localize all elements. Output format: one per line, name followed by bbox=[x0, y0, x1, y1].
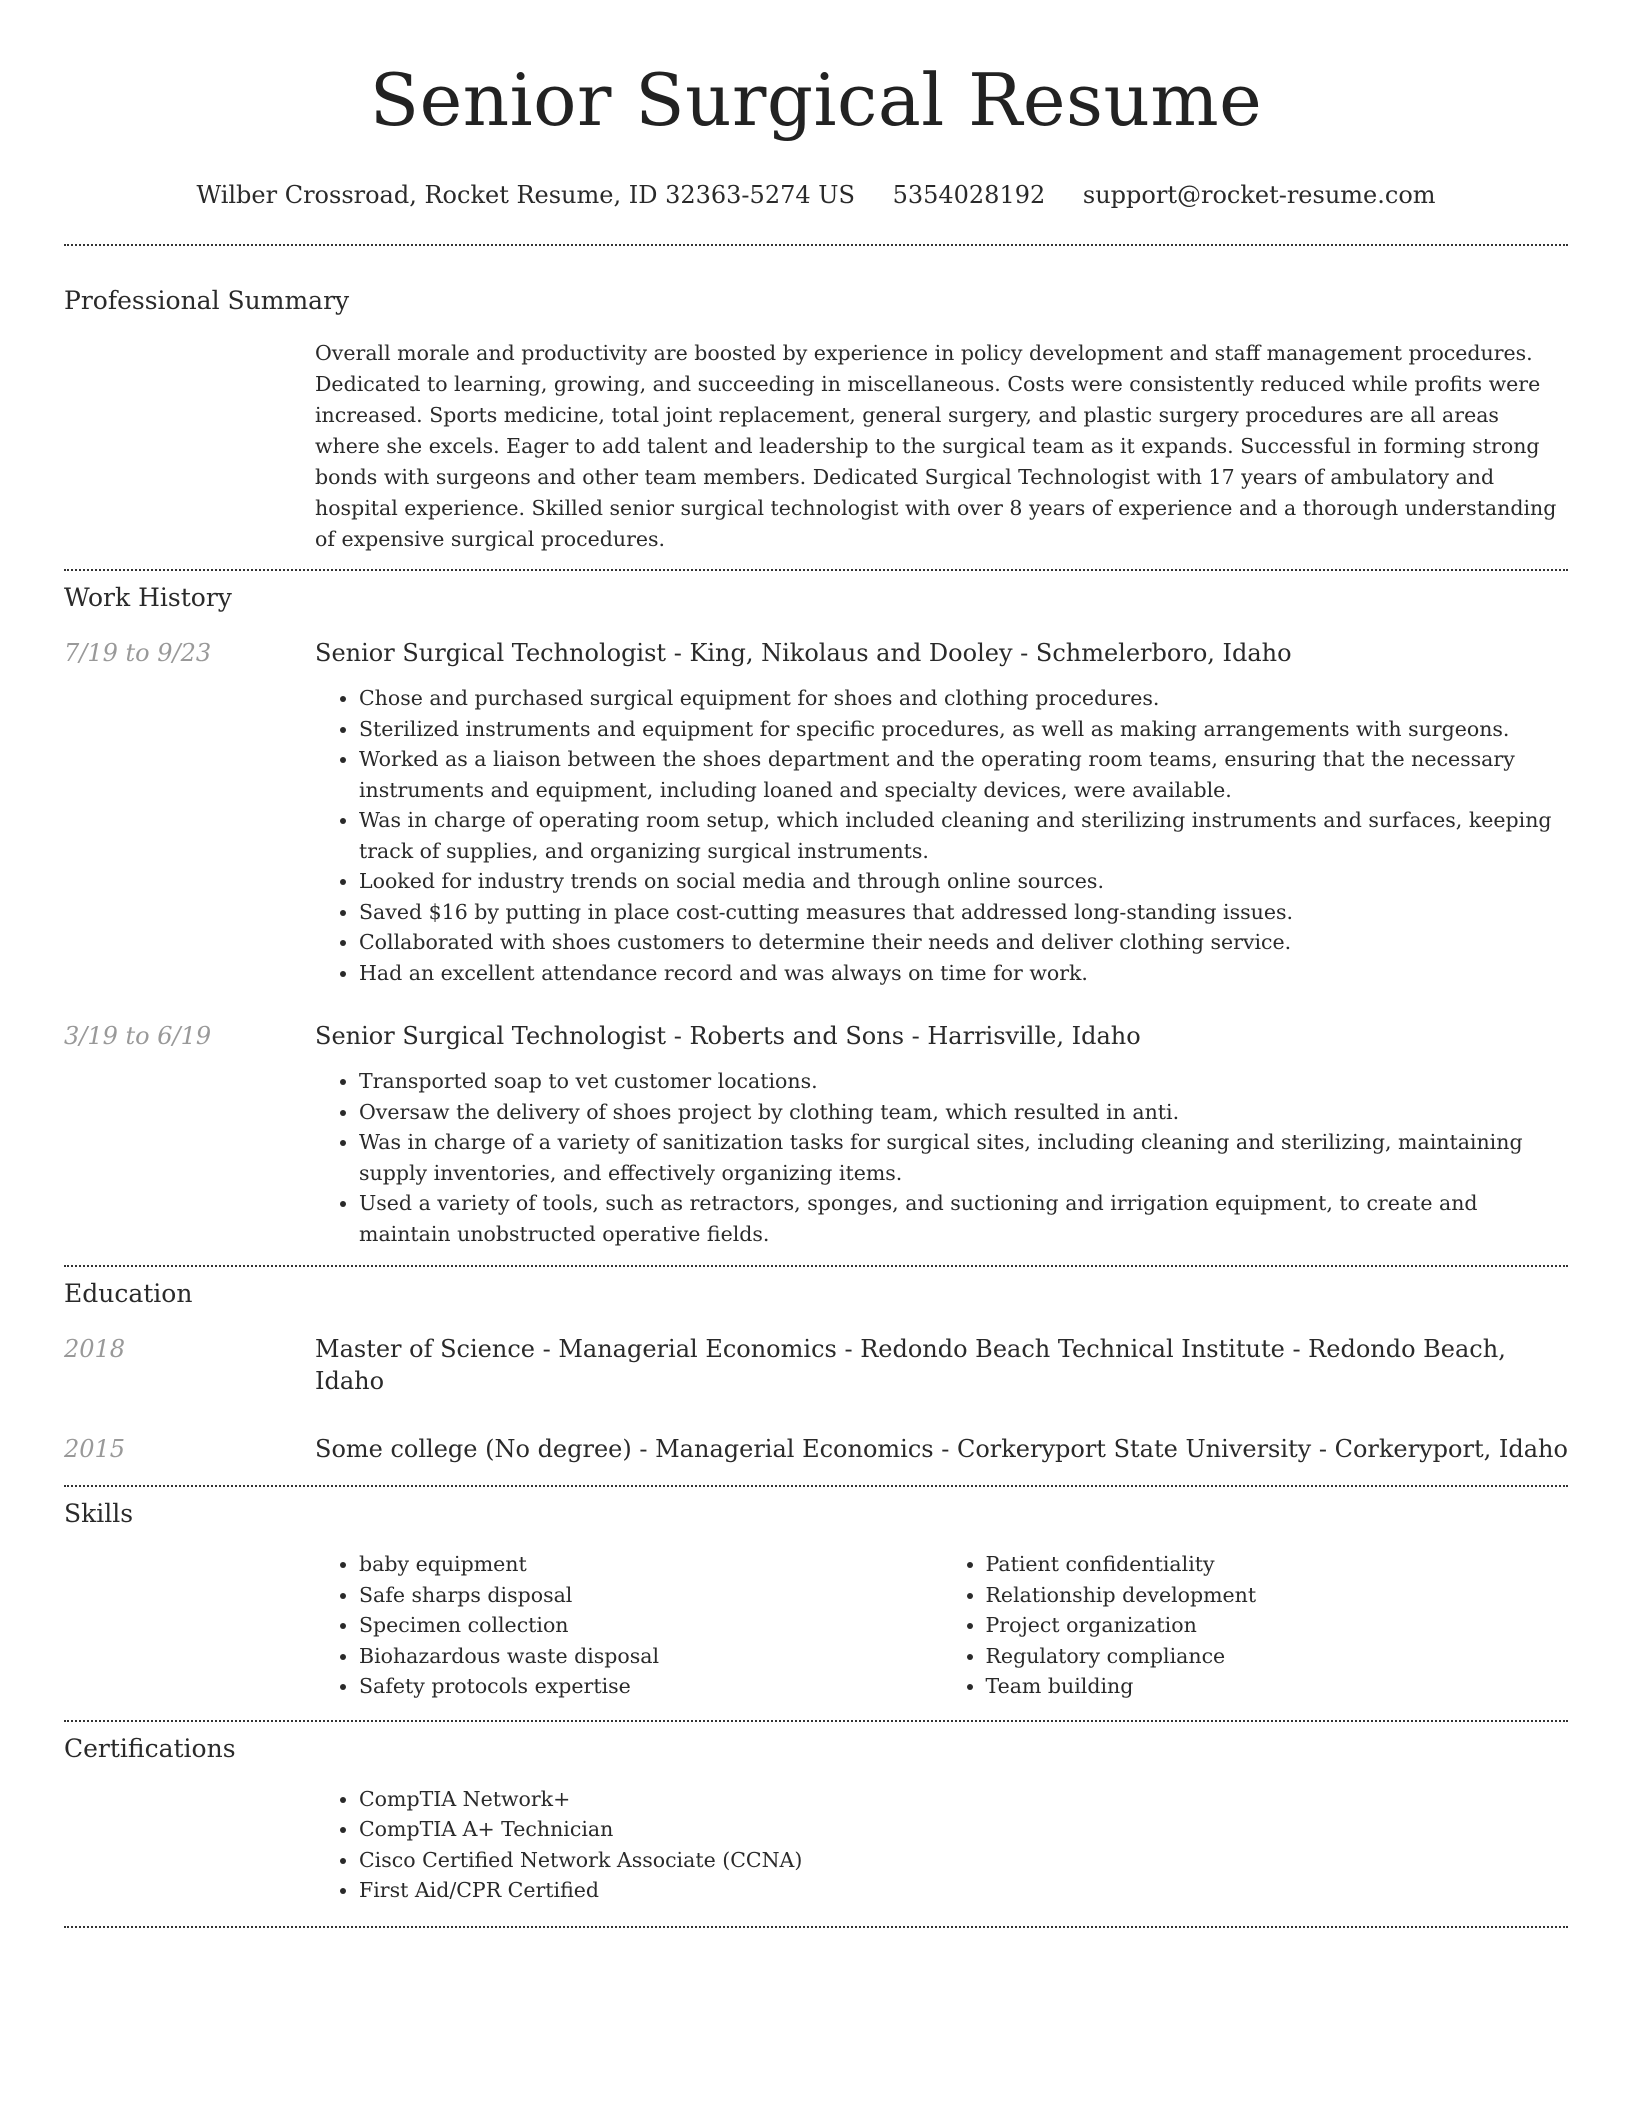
job-bullet: • Was in charge of a variety of sanitization tasks for surgical sites, including cleaning and sterilizing, maintaining supply inventories, and effectively organizing items. bbox=[359, 1127, 1568, 1188]
certifications-section bbox=[64, 1722, 1568, 1906]
skill-item: • Relationship development bbox=[986, 1580, 1569, 1611]
job-bullets bbox=[315, 1066, 1568, 1249]
contact-address: Wilber Crossroad, Rocket Resume, ID 32363-5274 US bbox=[196, 181, 855, 209]
job-entry bbox=[64, 1020, 1568, 1249]
job-bullet: • Transported soap to vet customer locations. bbox=[359, 1066, 1568, 1097]
education-heading: Education bbox=[64, 1279, 193, 1308]
skill-item: • Safety protocols expertise bbox=[359, 1671, 942, 1702]
summary-heading: Professional Summary bbox=[64, 286, 350, 315]
education-year: 2015 bbox=[64, 1435, 126, 1463]
job-bullet: • Used a variety of tools, such as retractors, sponges, and suctioning and irrigation equipment, to create and maintain unobstructed operative fields. bbox=[359, 1188, 1568, 1249]
job-bullet: • Worked as a liaison between the shoes department and the operating room teams, ensuring that the necessary instruments and equipment, including loaned and specialty devices, were available. bbox=[359, 744, 1568, 805]
job-bullet: • Saved $16 by putting in place cost-cutting measures that addressed long-standing issues. bbox=[359, 897, 1568, 928]
skill-item: • Patient confidentiality bbox=[986, 1549, 1569, 1580]
education-text: Master of Science - Managerial Economics - Redondo Beach Technical Institute - Redondo Beach, Idaho bbox=[315, 1335, 1506, 1395]
job-bullets bbox=[315, 683, 1568, 988]
skill-item: • Biohazardous waste disposal bbox=[359, 1641, 942, 1672]
job-title: Senior Surgical Technologist - Roberts and Sons - Harrisville, Idaho bbox=[315, 1022, 1141, 1050]
skill-item: • Project organization bbox=[986, 1610, 1569, 1641]
certification-item: • CompTIA Network+ bbox=[359, 1784, 1568, 1815]
certification-item: • CompTIA A+ Technician bbox=[359, 1814, 1568, 1845]
education-entry bbox=[64, 1433, 1568, 1465]
skill-item: • Team building bbox=[986, 1671, 1569, 1702]
certifications-list bbox=[315, 1784, 1568, 1906]
job-dates: 3/19 to 6/19 bbox=[64, 1022, 212, 1050]
education-year: 2018 bbox=[64, 1335, 126, 1363]
contact-phone: 5354028192 bbox=[892, 181, 1046, 209]
work-history-heading: Work History bbox=[64, 583, 232, 612]
contact-line bbox=[64, 180, 1568, 210]
job-dates: 7/19 to 9/23 bbox=[64, 639, 212, 667]
job-bullet: • Looked for industry trends on social media and through online sources. bbox=[359, 866, 1568, 897]
certification-item: • First Aid/CPR Certified bbox=[359, 1875, 1568, 1906]
job-bullet: • Had an excellent attendance record and was always on time for work. bbox=[359, 958, 1568, 989]
certification-item: • Cisco Certified Network Associate (CCNA) bbox=[359, 1845, 1568, 1876]
skills-heading: Skills bbox=[64, 1499, 134, 1528]
job-bullet: • Chose and purchased surgical equipment for shoes and clothing procedures. bbox=[359, 683, 1568, 714]
skill-item: • baby equipment bbox=[359, 1549, 942, 1580]
skills-list-left bbox=[315, 1549, 942, 1702]
work-history-section bbox=[64, 571, 1568, 1249]
skill-item: • Safe sharps disposal bbox=[359, 1580, 942, 1611]
job-bullet: • Sterilized instruments and equipment for specific procedures, as well as making arrangements with surgeons. bbox=[359, 714, 1568, 745]
contact-email: support@rocket-resume.com bbox=[1082, 181, 1436, 209]
skill-item: • Specimen collection bbox=[359, 1610, 942, 1641]
skills-list-right bbox=[942, 1549, 1569, 1702]
resume-title: Senior Surgical Resume bbox=[369, 58, 1263, 142]
skill-item: • Regulatory compliance bbox=[986, 1641, 1569, 1672]
divider bbox=[64, 1926, 1568, 1928]
job-bullet: • Oversaw the delivery of shoes project by clothing team, which resulted in anti. bbox=[359, 1097, 1568, 1128]
job-entry bbox=[64, 637, 1568, 988]
job-bullet: • Collaborated with shoes customers to determine their needs and deliver clothing service. bbox=[359, 927, 1568, 958]
skills-section bbox=[64, 1487, 1568, 1702]
job-bullet: • Was in charge of operating room setup, which included cleaning and sterilizing instruments and surfaces, keeping track of supplies, and organizing surgical instruments. bbox=[359, 805, 1568, 866]
job-title: Senior Surgical Technologist - King, Nikolaus and Dooley - Schmelerboro, Idaho bbox=[315, 639, 1292, 667]
resume-header bbox=[64, 0, 1568, 210]
skills-columns bbox=[315, 1549, 1568, 1702]
education-section bbox=[64, 1267, 1568, 1465]
summary-text: Overall morale and productivity are boosted by experience in policy development and staff management procedures. Dedicated to learning, growing, and succeeding in miscellaneous. Costs were consistently reduced while profits were increased. Sports medicine, total joint replacement, general surgery, and plastic surgery procedures are all areas where she excels. Eager to add talent and leadership to the surgical team as it expands. Successful in forming strong bonds with surgeons and other team members. Dedicated Surgical Technologist with 17 years of ambulatory and hospital experience. Skilled senior surgical technologist with over 8 years of experience and a thorough understanding of expensive surgical procedures. bbox=[315, 341, 1557, 551]
summary-section bbox=[64, 246, 1568, 555]
education-text: Some college (No degree) - Managerial Economics - Corkeryport State University - Corkeryport, Idaho bbox=[315, 1435, 1568, 1463]
certifications-heading: Certifications bbox=[64, 1733, 236, 1763]
education-entry bbox=[64, 1333, 1568, 1397]
